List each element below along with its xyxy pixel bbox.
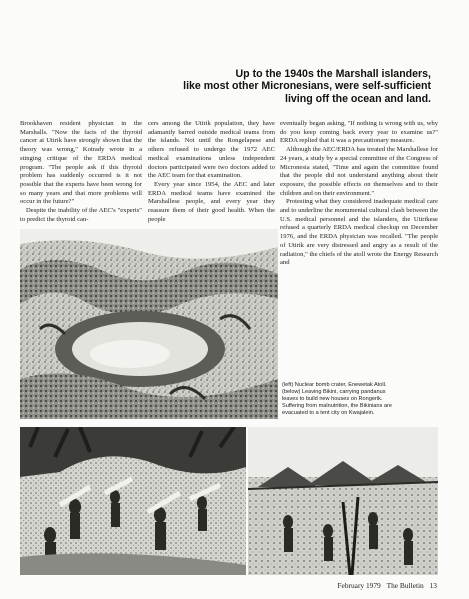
tent-city-image bbox=[248, 427, 438, 575]
photo-caption: (left) Nuclear bomb crater, Enewetak Atoll. (below) Leaving Bikini, carrying pandanus leaves to build new houses on Rongerik. Suffering from malnutrition, the Bikinians are evacuated to a tent city on Kwajalein. bbox=[282, 382, 392, 416]
bomb-crater-image bbox=[20, 229, 278, 419]
text-column-2 bbox=[148, 120, 275, 226]
paragraph: Although the AEC/ERDA has treated the Marshallese for 24 years, a study by a special committee of the Congress of Micronesia stated, "Time and again the committee found that the people did not understand anything about their exposure, the possible effects on themselves and to their children and on their environment." bbox=[280, 146, 438, 197]
page-number: 13 bbox=[429, 581, 437, 590]
pull-quote-line: like most other Micronesians, were self-sufficient bbox=[183, 80, 431, 93]
paragraph: eventually began asking, "If nothing is wrong with us, why do you keep coming back every year to examine us?" ERDA replied that it was a precautionary measure. bbox=[280, 120, 438, 145]
pull-quote-line: living off the ocean and land. bbox=[285, 92, 431, 105]
pull-quote-line: Up to the 1940s the Marshall islanders, bbox=[235, 68, 431, 80]
villagers-carrying-leaves-image bbox=[20, 427, 246, 575]
paragraph: cers among the Utirik population, they have adamantly barred outside medical teams from the islands. Not until the Rongelapese and others refused to undergo the 1972 AEC medical examinations unless independent doctors participated were two doctors added to the AEC team for that examination. bbox=[148, 120, 275, 180]
leaving-bikini-photo bbox=[20, 427, 246, 575]
paragraph: Brookhaven resident physician in the Marshalls. "Now the facts of the thyroid cancer at Utirik have strongly shown that the theory was wrong," Kotrady wrote in a stinging critique of the ERDA medical program. "The people ask if this thyroid problem has suddenly occurred is it not possible that the experts have been wrong for so many years and that more problems will occur in the future?" bbox=[20, 120, 142, 206]
paragraph: Despite the inability of the AEC's "experts" to predict the thyroid can- bbox=[20, 207, 142, 223]
tent-city-photo bbox=[248, 427, 438, 575]
page-footer bbox=[337, 581, 437, 590]
issue-date: February 1979 bbox=[337, 581, 381, 590]
paragraph: Protesting what they considered inadequate medical care and to underline the monumental cultural clash between the U.S. medical personnel and the islanders, the Utirikese refused a quarterly ERDA medical checkup on December 1976, and the ERDA physician was recalled. "The people of Utirik are very distressed and angry as a result of the radiation," the chiefs of the atoll wrote the Energy Research and bbox=[280, 198, 438, 267]
pull-quote bbox=[111, 68, 431, 105]
publication-name: The Bulletin bbox=[386, 581, 424, 590]
paragraph: Every year since 1954, the AEC and later ERDA medical teams have examined the Marshallese people, and every year they reassure them of their good health. When the people bbox=[148, 180, 275, 223]
bomb-crater-photo bbox=[20, 229, 278, 419]
text-column-1 bbox=[20, 120, 142, 226]
